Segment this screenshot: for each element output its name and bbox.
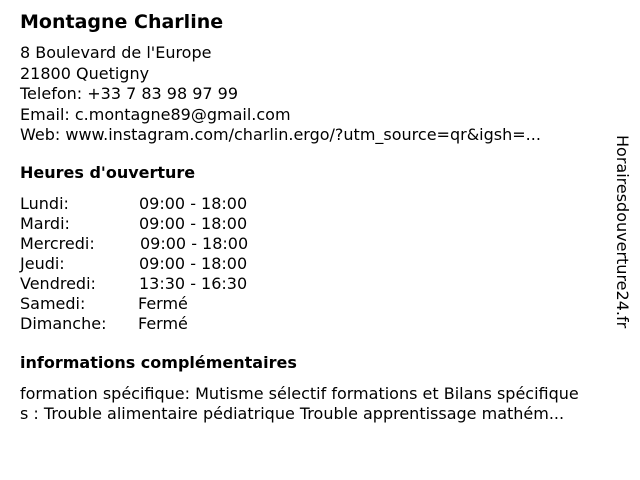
hours-time: Fermé [138, 314, 188, 333]
contact-details [20, 43, 541, 146]
hours-row-wednesday [20, 234, 320, 254]
hours-time: 09:00 - 18:00 [140, 234, 249, 253]
hours-row-sunday [20, 314, 320, 334]
business-name: Montagne Charline [20, 11, 224, 33]
additional-info-line: s : Trouble alimentaire pédiatrique Trouble apprentissage mathém... [20, 404, 565, 423]
site-watermark: Horairesdouverture24.fr [613, 135, 632, 329]
hours-day: Lundi: [20, 194, 69, 213]
phone-number[interactable]: Telefon: +33 7 83 98 97 99 [20, 84, 239, 103]
address-city: 21800 Quetigny [20, 63, 150, 83]
hours-row-saturday [20, 294, 320, 314]
email-address[interactable]: Email: c.montagne89@gmail.com [20, 104, 291, 124]
hours-time: 09:00 - 18:00 [139, 214, 248, 233]
hours-time: 09:00 - 18:00 [139, 254, 248, 273]
website-link[interactable]: Web: www.instagram.com/charlin.ergo/?utm_source=qr&igsh=... [20, 125, 541, 144]
hours-day: Samedi: [20, 294, 86, 313]
hours-time: 09:00 - 18:00 [139, 194, 248, 213]
opening-hours-table [20, 194, 320, 334]
hours-time: 13:30 - 16:30 [139, 274, 248, 293]
hours-day: Jeudi: [20, 254, 65, 273]
opening-hours-heading: Heures d'ouverture [20, 163, 196, 182]
hours-day: Vendredi: [20, 274, 96, 293]
additional-info-line: formation spécifique: Mutisme sélectif formations et Bilans spécifique [20, 384, 579, 403]
hours-time: Fermé [138, 294, 188, 313]
hours-row-monday [20, 194, 320, 214]
address-street: 8 Boulevard de l'Europe [20, 43, 212, 62]
hours-day: Dimanche: [20, 314, 107, 333]
hours-row-friday [20, 274, 320, 294]
hours-day: Mardi: [20, 214, 70, 233]
hours-row-thursday [20, 254, 320, 274]
hours-row-tuesday [20, 214, 320, 234]
hours-day: Mercredi: [20, 234, 95, 253]
additional-info-text [20, 384, 630, 424]
additional-info-heading: informations complémentaires [20, 353, 297, 372]
